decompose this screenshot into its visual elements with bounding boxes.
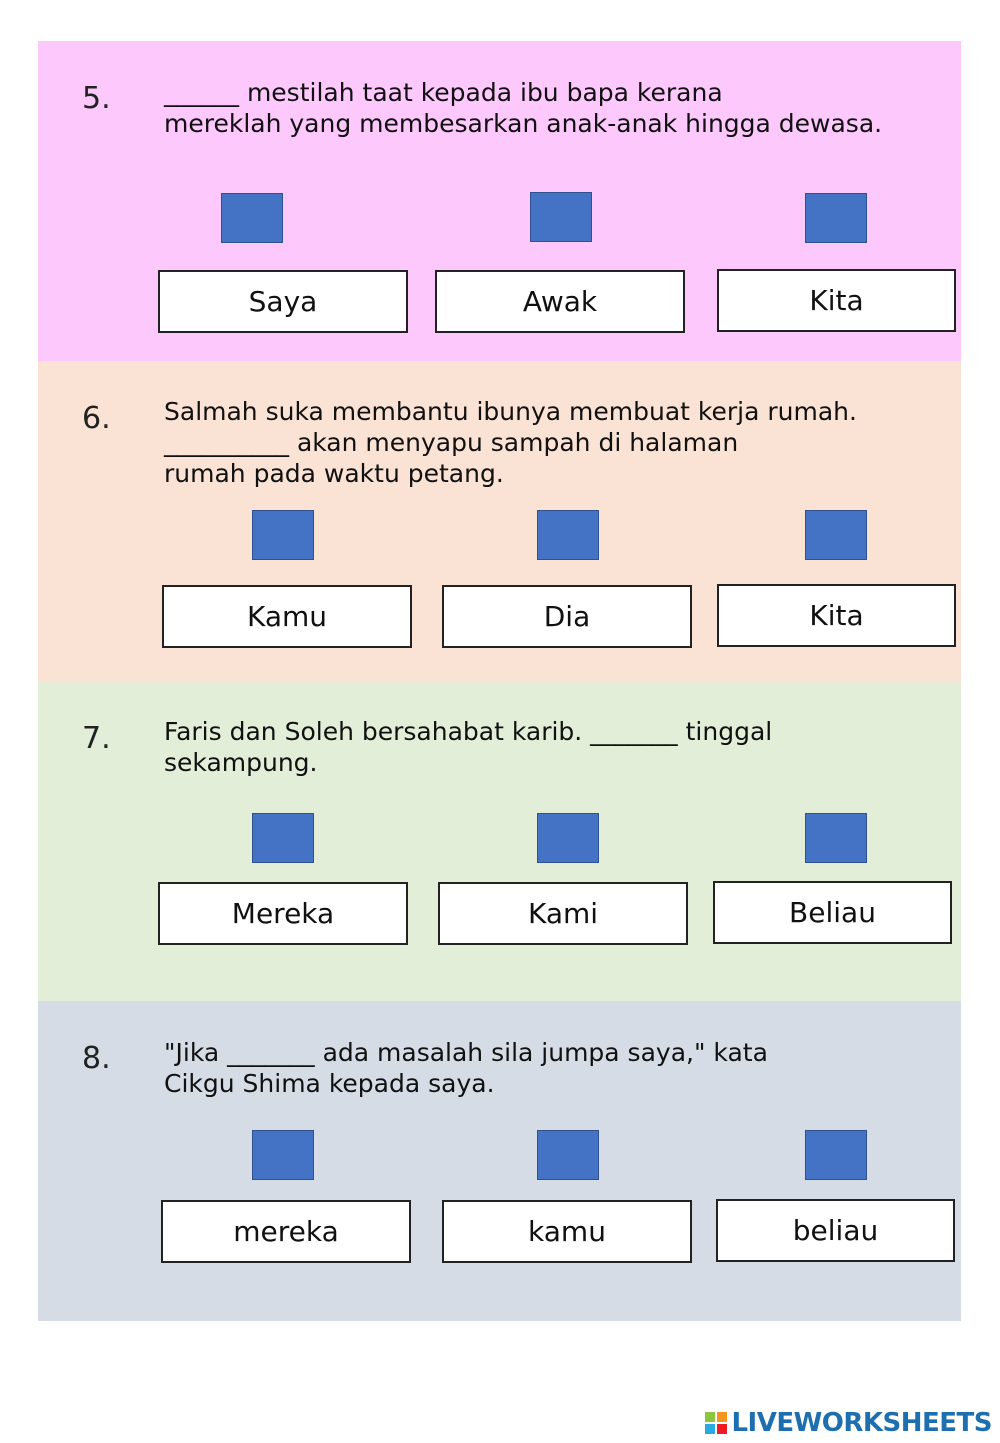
question-line: rumah pada waktu petang. bbox=[164, 459, 504, 488]
question-8-section bbox=[38, 1001, 961, 1321]
question-text bbox=[164, 396, 944, 489]
question-text bbox=[164, 77, 944, 139]
question-line: Faris dan Soleh bersahabat karib. _______ tinggal bbox=[164, 717, 773, 746]
liveworksheets-logo-icon bbox=[705, 1412, 727, 1434]
question-number: 6. bbox=[82, 401, 111, 436]
answer-option-3: Beliau bbox=[713, 881, 952, 944]
answer-checkbox-1[interactable] bbox=[252, 510, 314, 560]
question-number: 7. bbox=[82, 721, 111, 756]
answer-checkbox-1[interactable] bbox=[252, 813, 314, 863]
question-line: __________ akan menyapu sampah di halaman bbox=[164, 428, 739, 457]
answer-option-3: Kita bbox=[717, 269, 956, 332]
question-line: ______ mestilah taat kepada ibu bapa kerana bbox=[164, 78, 723, 107]
answer-checkbox-2[interactable] bbox=[537, 1130, 599, 1180]
answer-checkbox-3[interactable] bbox=[805, 813, 867, 863]
question-7-section bbox=[38, 681, 961, 1001]
question-number: 8. bbox=[82, 1041, 111, 1076]
answer-checkbox-3[interactable] bbox=[805, 1130, 867, 1180]
answer-option-2: kamu bbox=[442, 1200, 692, 1263]
answer-option-2: Kami bbox=[438, 882, 688, 945]
answer-option-1: Saya bbox=[158, 270, 408, 333]
answer-checkbox-3[interactable] bbox=[805, 193, 867, 243]
answer-option-2: Awak bbox=[435, 270, 685, 333]
answer-checkbox-1[interactable] bbox=[252, 1130, 314, 1180]
question-6-section bbox=[38, 361, 961, 681]
answer-option-2: Dia bbox=[442, 585, 692, 648]
question-text bbox=[164, 716, 944, 778]
liveworksheets-brand bbox=[705, 1406, 992, 1440]
brand-name: LIVEWORKSHEETS bbox=[731, 1408, 992, 1438]
answer-option-1: Mereka bbox=[158, 882, 408, 945]
answer-checkbox-3[interactable] bbox=[805, 510, 867, 560]
question-line: Cikgu Shima kepada saya. bbox=[164, 1069, 495, 1098]
answer-checkbox-2[interactable] bbox=[537, 813, 599, 863]
answer-option-3: beliau bbox=[716, 1199, 955, 1262]
question-line: "Jika _______ ada masalah sila jumpa saya," kata bbox=[164, 1038, 768, 1067]
question-text bbox=[164, 1037, 944, 1099]
answer-option-1: mereka bbox=[161, 1200, 411, 1263]
question-5-section bbox=[38, 41, 961, 361]
answer-option-1: Kamu bbox=[162, 585, 412, 648]
question-line: Salmah suka membantu ibunya membuat kerja rumah. bbox=[164, 397, 857, 426]
question-number: 5. bbox=[82, 81, 111, 116]
answer-checkbox-2[interactable] bbox=[537, 510, 599, 560]
answer-checkbox-2[interactable] bbox=[530, 192, 592, 242]
answer-option-3: Kita bbox=[717, 584, 956, 647]
answer-checkbox-1[interactable] bbox=[221, 193, 283, 243]
question-line: sekampung. bbox=[164, 748, 318, 777]
question-line: mereklah yang membesarkan anak-anak hingga dewasa. bbox=[164, 109, 883, 138]
